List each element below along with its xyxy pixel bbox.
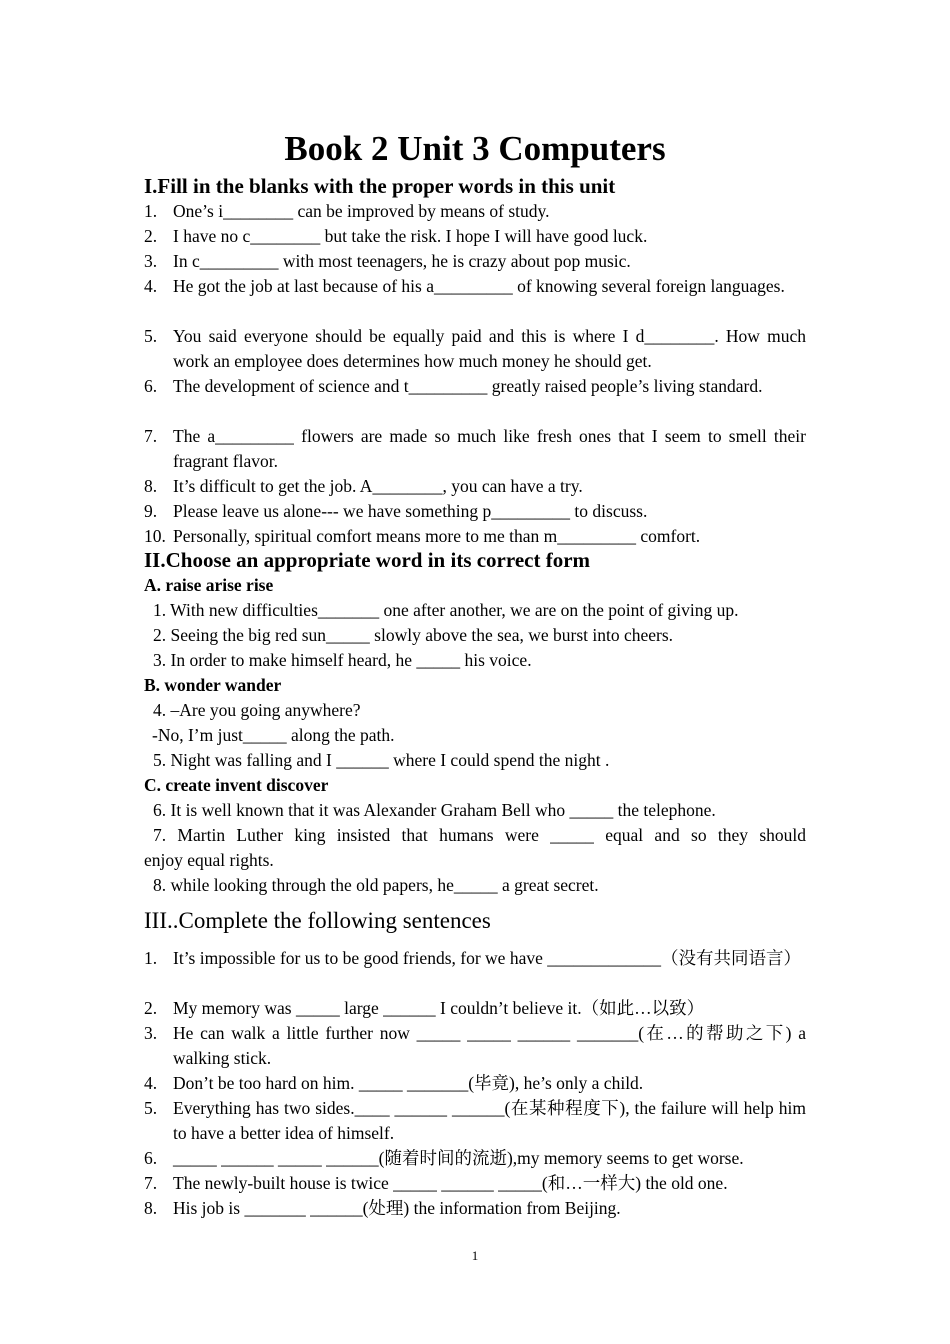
exercise-line: 4. –Are you going anywhere? bbox=[153, 700, 361, 720]
section-1-heading: I.Fill in the blanks with the proper words in this unit bbox=[144, 174, 616, 198]
exercise-line: 3. In order to make himself heard, he _____ his voice. bbox=[153, 650, 532, 670]
list-item bbox=[144, 1171, 806, 1196]
item-number: 4. bbox=[144, 1073, 158, 1093]
item-number: 5. bbox=[144, 1098, 158, 1118]
group-c-label: C. create invent discover bbox=[144, 775, 329, 795]
exercise-line: 5. Night was falling and I ______ where I could spend the night . bbox=[153, 750, 610, 770]
list-item bbox=[144, 324, 806, 374]
section-2-heading: II.Choose an appropriate word in its correct form bbox=[144, 548, 591, 572]
item-text: You said everyone should be equally paid and this is where I d________. How much work an employee does determines how much money he should get. bbox=[173, 326, 806, 371]
list-item bbox=[144, 199, 806, 224]
item-text: My memory was _____ large ______ I couldn’t believe it.（如此…以致） bbox=[173, 998, 705, 1018]
item-number: 2. bbox=[144, 998, 158, 1018]
item-text: His job is _______ ______(处理) the information from Beijing. bbox=[173, 1198, 621, 1218]
item-number: 8. bbox=[144, 1198, 158, 1218]
exercise-line: 8. while looking through the old papers, he_____ a great secret. bbox=[153, 875, 599, 895]
list-item bbox=[144, 1071, 806, 1096]
item-text: In c_________ with most teenagers, he is crazy about pop music. bbox=[173, 251, 631, 271]
list-item bbox=[144, 1096, 806, 1146]
exercise-line: 2. Seeing the big red sun_____ slowly above the sea, we burst into cheers. bbox=[153, 625, 674, 645]
group-a-label: A. raise arise rise bbox=[144, 575, 274, 595]
list-item bbox=[144, 946, 806, 971]
item-number: 2. bbox=[144, 226, 158, 246]
item-text: He can walk a little further now _____ _____ ______ _______(在…的帮助之下) a walking stick. bbox=[173, 1023, 806, 1068]
item-number: 7. bbox=[144, 426, 158, 446]
item-number: 6. bbox=[144, 376, 158, 396]
item-number: 6. bbox=[144, 1148, 158, 1168]
list-item bbox=[144, 1146, 806, 1171]
item-text: Everything has two sides.____ ______ ______(在某种程度下), the failure will help him to have a better idea of himself. bbox=[173, 1098, 806, 1143]
exercise-line: 1. With new difficulties_______ one after another, we are on the point of giving up. bbox=[153, 600, 739, 620]
list-item bbox=[144, 996, 806, 1021]
item-text: It’s impossible for us to be good friends, for we have _____________（没有共同语言） bbox=[173, 948, 801, 968]
exercise-line: enjoy equal rights. bbox=[144, 850, 274, 870]
item-text: I have no c________ but take the risk. I hope I will have good luck. bbox=[173, 226, 648, 246]
item-text: The development of science and t_________ greatly raised people’s living standard. bbox=[173, 376, 763, 396]
list-item bbox=[144, 1021, 806, 1071]
exercise-line: 6. It is well known that it was Alexander Graham Bell who _____ the telephone. bbox=[153, 800, 716, 820]
item-text: Don’t be too hard on him. _____ _______(毕竟), he’s only a child. bbox=[173, 1073, 644, 1093]
list-item bbox=[144, 499, 806, 524]
page-title: Book 2 Unit 3 Computers bbox=[284, 129, 666, 168]
item-number: 8. bbox=[144, 476, 158, 496]
item-number: 10. bbox=[144, 526, 166, 546]
section-3-heading: III..Complete the following sentences bbox=[144, 908, 491, 933]
item-text: Please leave us alone--- we have something p_________ to discuss. bbox=[173, 501, 648, 521]
item-number: 5. bbox=[144, 326, 158, 346]
item-text: Personally, spiritual comfort means more to me than m_________ comfort. bbox=[173, 526, 701, 546]
list-item bbox=[144, 224, 806, 249]
item-text: The newly-built house is twice _____ ______ _____(和…一样大) the old one. bbox=[173, 1173, 728, 1193]
exercise-line: 7. Martin Luther king insisted that humans were _____ equal and so they should bbox=[153, 825, 806, 845]
item-text: It’s difficult to get the job. A________, you can have a try. bbox=[173, 476, 583, 496]
list-item bbox=[144, 374, 806, 399]
group-b-label: B. wonder wander bbox=[144, 675, 282, 695]
item-number: 3. bbox=[144, 1023, 158, 1043]
item-number: 3. bbox=[144, 251, 158, 271]
list-item bbox=[144, 274, 806, 299]
list-item bbox=[144, 249, 806, 274]
page-number: 1 bbox=[471, 1248, 479, 1263]
item-number: 7. bbox=[144, 1173, 158, 1193]
item-text: The a_________ flowers are made so much like fresh ones that I seem to smell their fragrant flavor. bbox=[173, 426, 806, 471]
item-number: 1. bbox=[144, 948, 158, 968]
item-number: 4. bbox=[144, 276, 158, 296]
item-number: 9. bbox=[144, 501, 158, 521]
list-item bbox=[144, 474, 806, 499]
item-text: He got the job at last because of his a_________ of knowing several foreign languages. bbox=[173, 276, 785, 296]
list-item bbox=[144, 524, 806, 549]
list-item bbox=[144, 424, 806, 474]
list-item bbox=[144, 1196, 806, 1221]
exercise-line: -No, I’m just_____ along the path. bbox=[152, 725, 395, 745]
item-text: One’s i________ can be improved by means of study. bbox=[173, 201, 550, 221]
item-text: _____ ______ _____ ______(随着时间的流逝),my memory seems to get worse. bbox=[173, 1148, 744, 1168]
item-number: 1. bbox=[144, 201, 158, 221]
